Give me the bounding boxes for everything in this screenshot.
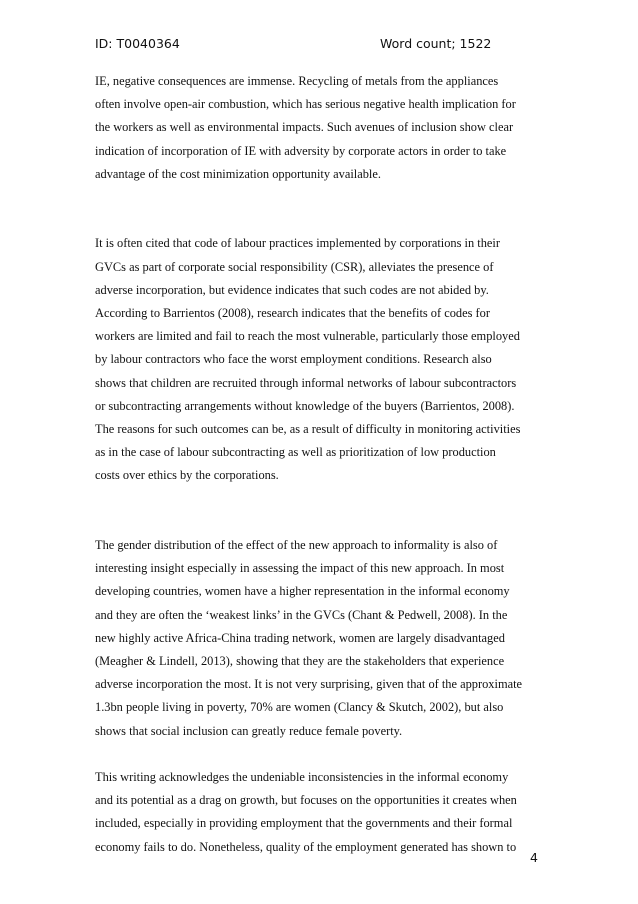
text-line: GVCs as part of corporate social responsibility (CSR), alleviates the presence of <box>95 259 494 274</box>
paragraph-spacer <box>95 186 538 232</box>
text-line: economy fails to do. Nonetheless, quality of the employment generated has shown to <box>95 839 517 854</box>
text-line: and they are often the ‘weakest links’ in the GVCs (Chant & Pedwell, 2008). In the <box>95 607 508 622</box>
text-line: shows that social inclusion can greatly reduce female poverty. <box>95 723 403 738</box>
text-line: It is often cited that code of labour practices implemented by corporations in their <box>95 236 500 251</box>
text-line: adverse incorporation, but evidence indicates that such codes are not abided by. <box>95 282 489 297</box>
text-line: indication of incorporation of IE with adversity by corporate actors in order to take <box>95 143 507 158</box>
text-line: (Meagher & Lindell, 2013), showing that they are the stakeholders that experience <box>95 654 505 669</box>
paragraph-2 <box>95 232 538 487</box>
document-id: ID: T0040364 <box>95 36 180 51</box>
text-line: shows that children are recruited through informal networks of labour subcontractors <box>95 375 517 390</box>
text-line: new highly active Africa-China trading network, women are largely disadvantaged <box>95 630 505 645</box>
text-line: included, especially in providing employment that the governments and their formal <box>95 816 513 831</box>
body-text <box>95 70 538 859</box>
page-header <box>95 36 545 56</box>
paragraph-4 <box>95 766 538 859</box>
word-count: Word count; 1522 <box>380 36 492 51</box>
text-line: The gender distribution of the effect of the new approach to informality is also of <box>95 538 498 553</box>
text-line: or subcontracting arrangements without knowledge of the buyers (Barrientos, 2008). <box>95 398 515 413</box>
text-line: interesting insight especially in assessing the impact of this new approach. In most <box>95 561 505 576</box>
text-line: as in the case of labour subcontracting as well as prioritization of low production <box>95 445 496 460</box>
paragraph-spacer <box>95 488 538 534</box>
text-line: This writing acknowledges the undeniable inconsistencies in the informal economy <box>95 770 509 785</box>
paragraph-3 <box>95 534 538 743</box>
paragraph-1 <box>95 70 538 186</box>
page-number: 4 <box>530 850 538 865</box>
text-line: adverse incorporation the most. It is not very surprising, given that of the approximate <box>95 677 523 692</box>
text-line: costs over ethics by the corporations. <box>95 468 279 483</box>
text-line: 1.3bn people living in poverty, 70% are women (Clancy & Skutch, 2002), but also <box>95 700 504 715</box>
text-line: and its potential as a drag on growth, but focuses on the opportunities it creates when <box>95 793 517 808</box>
text-line: the workers as well as environmental impacts. Such avenues of inclusion show clear <box>95 120 514 135</box>
text-line: The reasons for such outcomes can be, as a result of difficulty in monitoring activities <box>95 422 521 437</box>
text-line: developing countries, women have a higher representation in the informal economy <box>95 584 510 599</box>
text-line: often involve open-air combustion, which has serious negative health implication for <box>95 97 516 112</box>
text-line: According to Barrientos (2008), research indicates that the benefits of codes for <box>95 306 490 321</box>
text-line: IE, negative consequences are immense. Recycling of metals from the appliances <box>95 74 499 88</box>
text-line: advantage of the cost minimization opportunity available. <box>95 166 381 181</box>
paragraph-spacer <box>95 743 538 766</box>
text-line: workers are limited and fail to reach the most vulnerable, particularly those employed <box>95 329 520 344</box>
text-line: by labour contractors who face the worst employment conditions. Research also <box>95 352 492 367</box>
